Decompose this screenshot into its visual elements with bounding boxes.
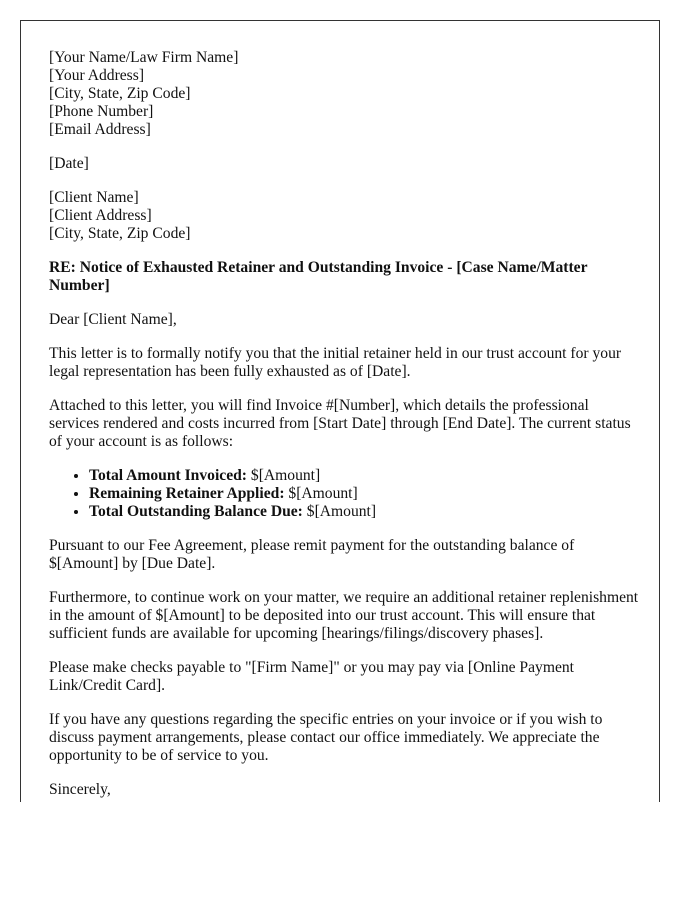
- paragraph-retainer-replenishment: Furthermore, to continue work on your matter, we require an additional retainer replenishment in the amount of $[Amount] to be deposited into our trust account. This will ensure that sufficient funds are available for upcoming [hearings/filings/discovery phases].: [49, 589, 639, 642]
- letter-content: [49, 49, 639, 802]
- letter-date: [Date]: [49, 155, 89, 172]
- recipient-city-state-zip: [City, State, Zip Code]: [49, 225, 191, 242]
- date-block: [49, 155, 639, 173]
- account-status-list: [49, 467, 639, 521]
- status-label: Total Outstanding Balance Due:: [89, 503, 303, 520]
- status-value: $[Amount]: [247, 467, 321, 484]
- paragraph-questions: If you have any questions regarding the specific entries on your invoice or if you wish to discuss payment arrangements, please contact our office immediately. We appreciate the opportunity to be of service to you.: [49, 711, 603, 764]
- sender-phone: [Phone Number]: [49, 103, 154, 120]
- paragraph-payment-request: Pursuant to our Fee Agreement, please remit payment for the outstanding balance of $[Amount] by [Due Date].: [49, 537, 575, 572]
- paragraph-retainer-exhausted: This letter is to formally notify you that the initial retainer held in our trust account for your legal representation has been fully exhausted as of [Date].: [49, 345, 622, 380]
- subject-line: RE: Notice of Exhausted Retainer and Outstanding Invoice - [Case Name/Matter Number]: [49, 259, 588, 294]
- status-value: $[Amount]: [302, 503, 377, 520]
- sender-city-state-zip: [City, State, Zip Code]: [49, 85, 191, 102]
- status-value: $[Amount]: [284, 485, 358, 502]
- list-item: [89, 467, 639, 485]
- sender-email: [Email Address]: [49, 121, 151, 138]
- recipient-address: [Client Address]: [49, 207, 152, 224]
- recipient-block: [49, 189, 639, 243]
- list-item: [89, 503, 639, 521]
- paragraph-invoice-attached: Attached to this letter, you will find Invoice #[Number], which details the professional services rendered and costs incurred from [Start Date] through [End Date]. The current status of your account is as follows:: [49, 397, 631, 450]
- sender-name: [Your Name/Law Firm Name]: [49, 49, 239, 66]
- status-label: Total Amount Invoiced:: [89, 467, 247, 484]
- paragraph-payment-methods: Please make checks payable to "[Firm Name]" or you may pay via [Online Payment Link/Credit Card].: [49, 659, 575, 694]
- salutation: Dear [Client Name],: [49, 311, 177, 328]
- sender-block: [49, 49, 639, 139]
- letter-page: [20, 20, 660, 802]
- closing: Sincerely,: [49, 781, 111, 798]
- sender-address: [Your Address]: [49, 67, 145, 84]
- list-item: [89, 485, 639, 503]
- status-label: Remaining Retainer Applied:: [89, 485, 285, 502]
- recipient-name: [Client Name]: [49, 189, 139, 206]
